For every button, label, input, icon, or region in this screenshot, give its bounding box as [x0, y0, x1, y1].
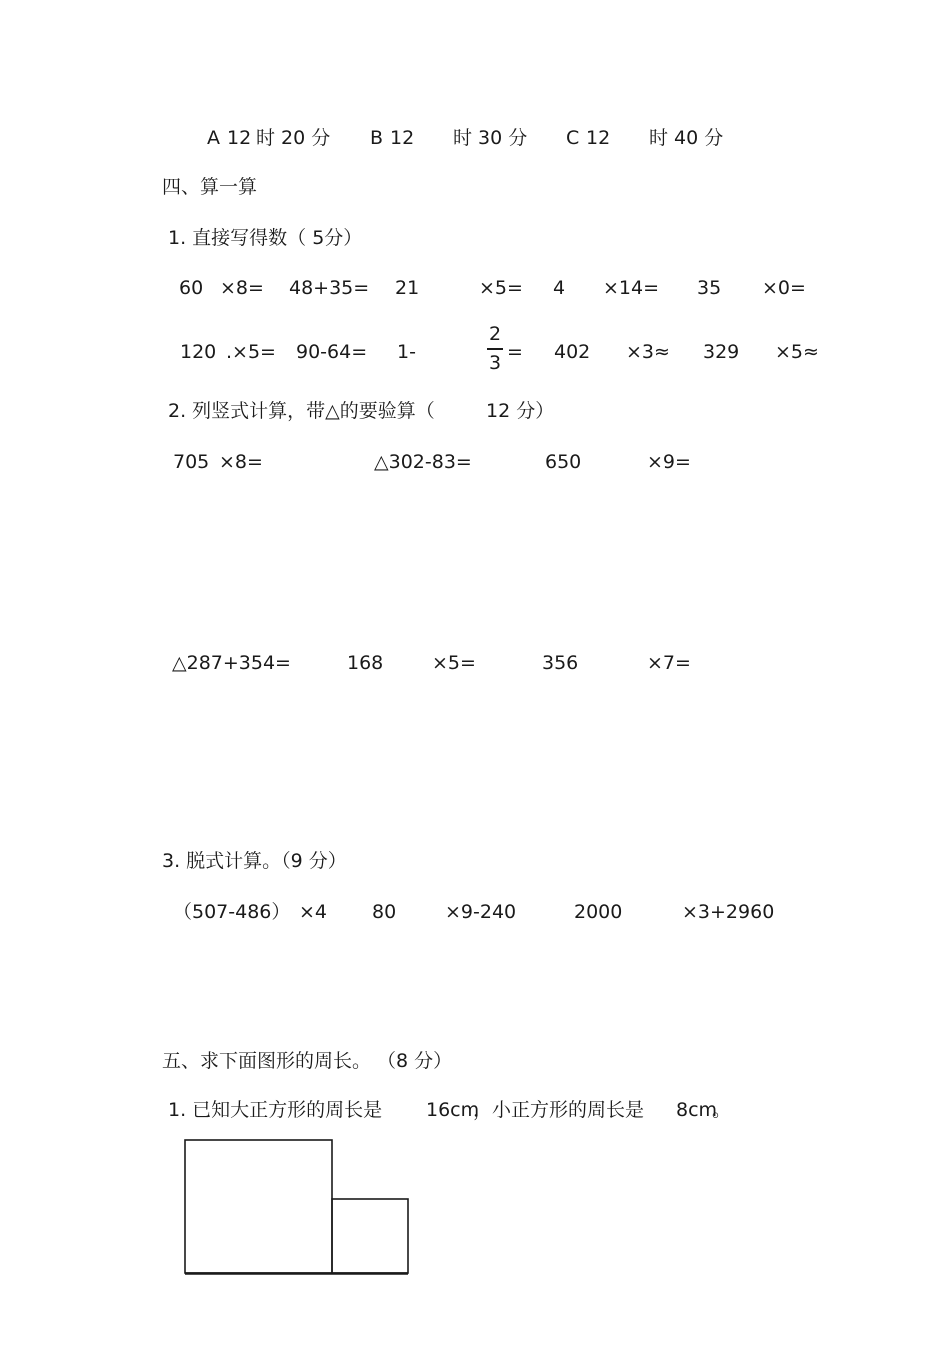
small-square [332, 1199, 408, 1273]
fraction-denominator: 3 [488, 352, 502, 374]
option-b-letter: B [370, 127, 384, 149]
q3-row-item: ×9-240 [445, 901, 517, 923]
q1-row1-item: 21 [395, 277, 420, 299]
option-c-rest: 时 40 分 [649, 127, 724, 149]
q2-row2-item: 168 [347, 652, 384, 674]
q2-row2-item: 356 [542, 652, 579, 674]
q3-row-item: ×3+2960 [682, 901, 775, 923]
s5-q1-big-value: 16cm [426, 1099, 480, 1121]
q1-row2-item: 120 [180, 341, 217, 363]
q2-row1-item: △302-83= [374, 451, 472, 473]
q3-row-item: 80 [372, 901, 397, 923]
fraction-numerator: 2 [488, 323, 502, 345]
q1-row1-item: 48+35= [289, 277, 370, 299]
s5-q1-middle: ，小正方形的周长是 [473, 1099, 645, 1121]
section5-heading: 五、求下面图形的周长。 （8 分） [162, 1050, 453, 1072]
q1-row2-item: 329 [703, 341, 740, 363]
option-a-rest: 时 20 分 [256, 127, 331, 149]
s5-q1-prefix: 1. 已知大正方形的周长是 [168, 1099, 383, 1121]
q1-row1-item: 4 [553, 277, 566, 299]
q1-row1-item: ×8= [220, 277, 264, 299]
q1-row2-item: .×5= [226, 341, 276, 363]
q1-row1-item: ×14= [603, 277, 660, 299]
option-b-rest: 时 30 分 [453, 127, 528, 149]
q1-row2-item: ×5≈ [775, 341, 819, 363]
q2-row1-item: 705 [173, 451, 210, 473]
q2-title: 2. 列竖式计算，带△的要验算（ [168, 400, 435, 422]
section4-heading: 四、算一算 [162, 176, 258, 198]
option-a-hour: 12 [227, 127, 252, 149]
q1-row2-item: 1- [397, 341, 416, 363]
q1-row1-item: ×5= [479, 277, 523, 299]
q2-row2-item: ×5= [432, 652, 476, 674]
q3-row-item: 2000 [574, 901, 623, 923]
q3-title: 3. 脱式计算。（9 分） [162, 850, 347, 872]
q1-row2-item: = [507, 341, 523, 363]
big-square [185, 1140, 332, 1273]
q1-row2-item: 402 [554, 341, 591, 363]
q2-row1-item: ×8= [219, 451, 263, 473]
q1-row1-item: 60 [179, 277, 204, 299]
q1-row1-item: 35 [697, 277, 722, 299]
option-c-hour: 12 [586, 127, 611, 149]
q2-row2-item: △287+354= [172, 652, 291, 674]
option-b-hour: 12 [390, 127, 415, 149]
q3-row-item: ×4 [299, 901, 328, 923]
q1-row2-item: 90-64= [296, 341, 368, 363]
q1-row1-item: ×0= [762, 277, 806, 299]
squares-figure [183, 1138, 413, 1278]
fraction-bar [487, 348, 503, 350]
s5-q1-suffix: 。 [712, 1099, 732, 1121]
q2-title-points: 12 分） [486, 400, 555, 422]
option-c-letter: C [566, 127, 580, 149]
q2-row2-item: ×7= [647, 652, 691, 674]
s5-q1-small-value: 8cm [676, 1099, 718, 1121]
q1-title: 1. 直接写得数（ 5分） [168, 227, 363, 249]
option-a-letter: A [207, 127, 220, 149]
q3-row-item: （507-486） [173, 901, 291, 923]
q2-row1-item: 650 [545, 451, 582, 473]
q1-row2-item: ×3≈ [626, 341, 670, 363]
q2-row1-item: ×9= [647, 451, 691, 473]
